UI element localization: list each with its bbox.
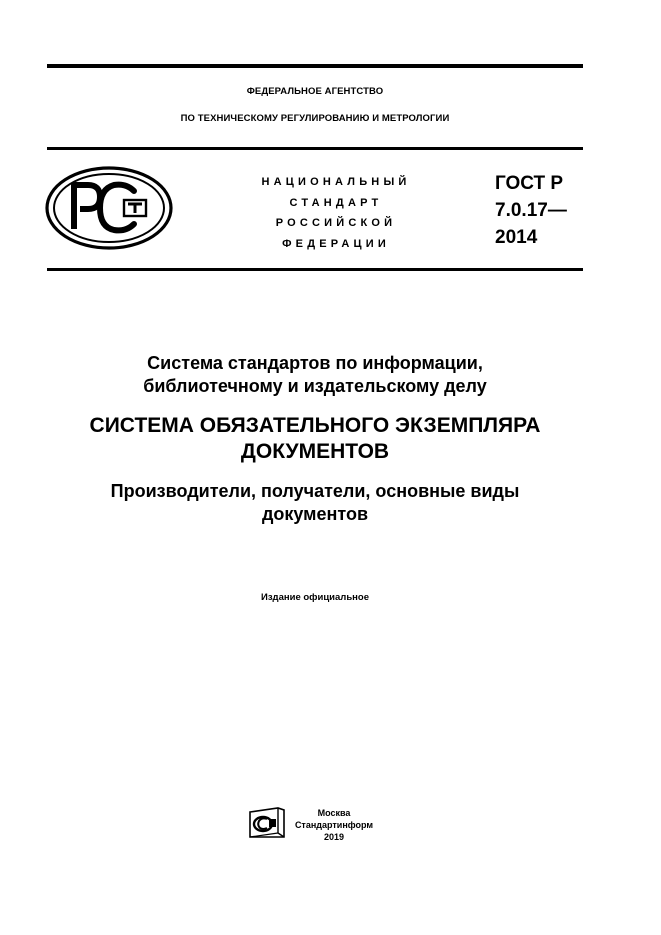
standard-type-line-4: ФЕДЕРАЦИИ — [282, 237, 390, 250]
standard-type-line-3: РОССИЙСКОЙ — [275, 217, 397, 229]
gost-designation-line-1: ГОСТ Р — [495, 173, 564, 194]
series-title-line-2: библиотечному и издательскому делу — [143, 376, 487, 396]
rst-certification-emblem-icon — [44, 165, 174, 251]
standard-block-rule — [47, 268, 583, 271]
gost-designation — [495, 170, 567, 251]
standard-type — [218, 172, 454, 254]
header-rule — [47, 147, 583, 150]
subtitle-line-1: Производители, получатели, основные виды — [110, 481, 520, 501]
gost-designation-line-2: 7.0.17— — [495, 200, 567, 221]
standartinform-logo-icon — [248, 806, 288, 839]
subtitle — [47, 480, 583, 526]
main-title-line-1: СИСТЕМА ОБЯЗАТЕЛЬНОГО ЭКЗЕМПЛЯРА — [89, 414, 541, 437]
standard-type-line-2: СТАНДАРТ — [289, 196, 383, 209]
agency-line-1: ФЕДЕРАЛЬНОЕ АГЕНТСТВО — [246, 86, 384, 97]
series-title — [47, 352, 583, 398]
subtitle-line-2: документов — [261, 504, 369, 524]
top-rule — [47, 64, 583, 68]
publisher-year: 2019 — [323, 832, 345, 842]
publisher-imprint — [294, 807, 374, 843]
publisher-city: Москва — [317, 808, 351, 818]
standard-type-line-1: НАЦИОНАЛЬНЫЙ — [261, 176, 411, 188]
edition-note: Издание официальное — [261, 592, 369, 603]
main-title — [47, 413, 583, 465]
gost-designation-line-3: 2014 — [495, 227, 538, 248]
main-title-line-2: ДОКУМЕНТОВ — [240, 440, 390, 463]
series-title-line-1: Система стандартов по информации, — [147, 353, 483, 373]
agency-line-2: ПО ТЕХНИЧЕСКОМУ РЕГУЛИРОВАНИЮ И МЕТРОЛОГИИ — [180, 113, 450, 124]
publisher-name: Стандартинформ — [294, 820, 374, 830]
